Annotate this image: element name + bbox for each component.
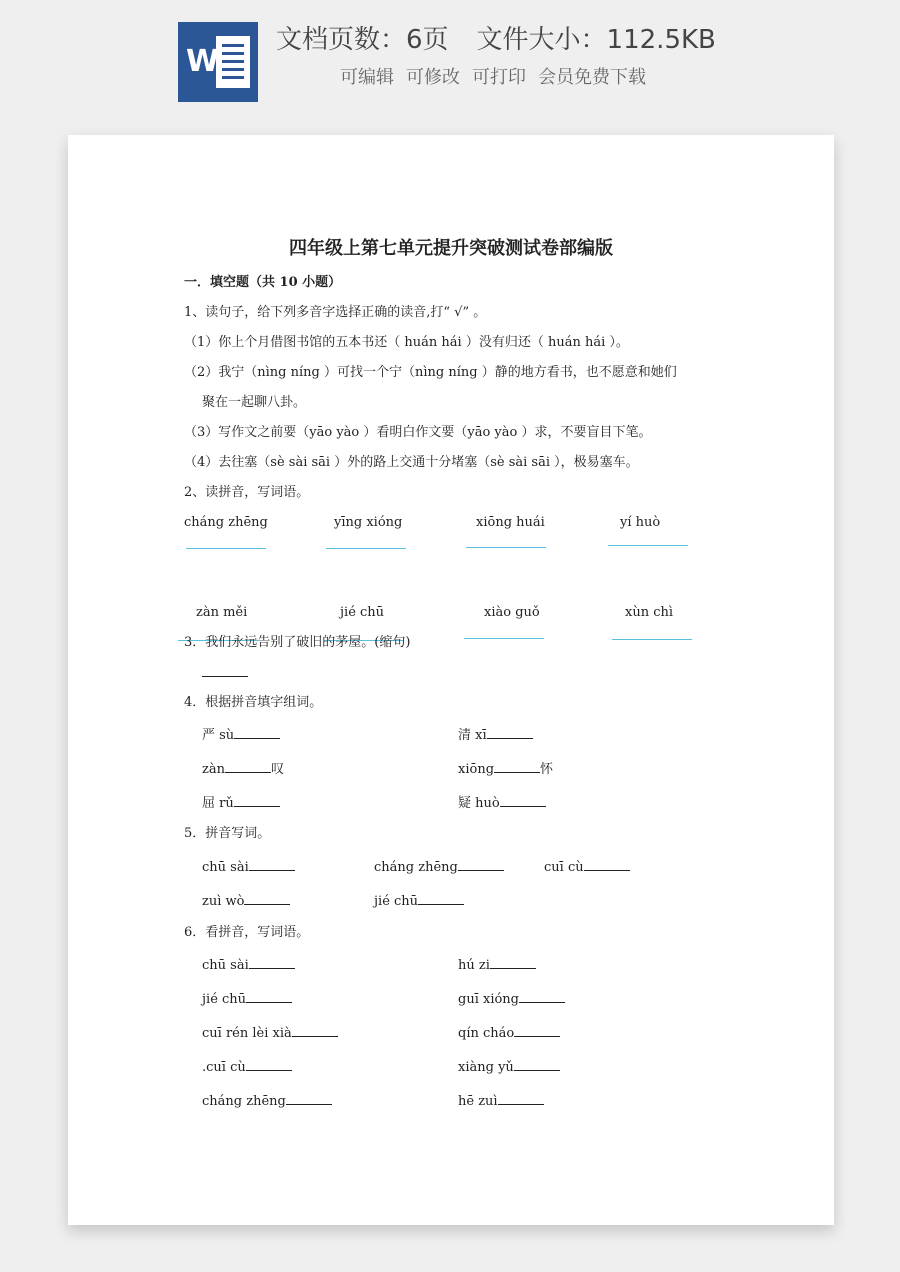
q1-sentence-2a: （2）我宁（nìng níng ）可找一个宁（nìng níng ）静的地方看书，也不愿意和她们 bbox=[184, 365, 677, 380]
fill-item: .cuī cù bbox=[202, 1058, 292, 1077]
fill-item: hē zuì bbox=[458, 1092, 544, 1111]
pinyin-word: xiōng huái bbox=[476, 515, 545, 530]
feature-list bbox=[340, 64, 658, 92]
pinyin-word: yí huò bbox=[620, 515, 661, 530]
word-icon bbox=[178, 22, 258, 102]
section-heading: 一．填空题（共 10 小题） bbox=[184, 275, 342, 290]
pinyin-word: cháng zhēng bbox=[184, 515, 268, 530]
fill-item: jié chū bbox=[202, 990, 292, 1009]
answer-blank[interactable] bbox=[202, 664, 248, 683]
q5-stem: 5．拼音写词。 bbox=[184, 826, 271, 841]
q1-sentence-1: （1）你上个月借图书馆的五本书还（ huán hái ）没有归还（ huán hái ）。 bbox=[184, 335, 629, 350]
q1-stem: 1、读句子，给下列多音字选择正确的读音,打“ √” 。 bbox=[184, 305, 487, 320]
pinyin-word: xùn chì bbox=[625, 605, 674, 620]
feature-modifiable: 可修改 bbox=[406, 67, 460, 88]
fill-item: xiàng yǔ bbox=[458, 1058, 560, 1077]
q4-stem: 4．根据拼音填字组词。 bbox=[184, 695, 323, 710]
fill-item: 疑 huò bbox=[458, 794, 546, 813]
feature-member-download: 会员免费下载 bbox=[538, 67, 646, 88]
q1-sentence-3: （3）写作文之前要（yāo yào ）看明白作文要（yāo yào ）求，不要盲目下笔。 bbox=[184, 425, 652, 440]
answer-line[interactable] bbox=[464, 627, 544, 645]
file-info bbox=[276, 20, 716, 60]
fill-item: cháng zhēng bbox=[374, 858, 504, 877]
document-page bbox=[68, 135, 834, 1225]
file-size: 文件大小：112.5KB bbox=[476, 25, 716, 55]
document-title: 四年级上第七单元提升突破测试卷部编版 bbox=[289, 238, 613, 259]
q2-stem: 2、读拼音，写词语。 bbox=[184, 485, 310, 500]
document-banner bbox=[0, 0, 900, 115]
pinyin-word: jié chū bbox=[340, 605, 385, 620]
fill-item: hú zi bbox=[458, 956, 536, 975]
fill-item: zàn 叹 bbox=[202, 762, 284, 777]
fill-item: 清 xī bbox=[458, 726, 533, 745]
answer-line[interactable] bbox=[466, 536, 546, 554]
answer-line[interactable] bbox=[612, 628, 692, 646]
answer-line[interactable] bbox=[608, 534, 688, 552]
page-count: 文档页数：6页 bbox=[276, 25, 449, 55]
fill-item: cuī cù bbox=[544, 858, 630, 877]
fill-item: qín cháo bbox=[458, 1024, 560, 1043]
answer-line[interactable] bbox=[186, 537, 266, 555]
pinyin-word: yīng xióng bbox=[334, 515, 403, 530]
pinyin-word: xiào guǒ bbox=[484, 605, 540, 620]
q3-stem: 3．我们永远告别了破旧的茅屋。(缩句) bbox=[184, 635, 411, 650]
fill-item: 屈 rǔ bbox=[202, 794, 280, 813]
pinyin-word: zàn měi bbox=[196, 605, 248, 620]
feature-printable: 可打印 bbox=[472, 67, 526, 88]
fill-item: guī xióng bbox=[458, 990, 565, 1009]
fill-item: cháng zhēng bbox=[202, 1092, 332, 1111]
fill-item: chū sài bbox=[202, 858, 295, 877]
q1-sentence-4: （4）去往塞（sè sài sāi ）外的路上交通十分堵塞（sè sài sāi ），极易塞车。 bbox=[184, 455, 639, 470]
feature-editable: 可编辑 bbox=[340, 67, 394, 88]
fill-item: cuī rén lèi xià bbox=[202, 1024, 338, 1043]
fill-item: jié chū bbox=[374, 892, 464, 911]
word-icon-letter: W bbox=[186, 44, 220, 79]
fill-item: zuì wò bbox=[202, 892, 290, 911]
answer-line[interactable] bbox=[326, 537, 406, 555]
fill-item: xiōng 怀 bbox=[458, 762, 554, 777]
q1-sentence-2b: 聚在一起聊八卦。 bbox=[202, 395, 307, 410]
fill-item: 严 sù bbox=[202, 726, 280, 745]
q6-stem: 6．看拼音，写词语。 bbox=[184, 925, 310, 940]
fill-item: chū sài bbox=[202, 956, 295, 975]
